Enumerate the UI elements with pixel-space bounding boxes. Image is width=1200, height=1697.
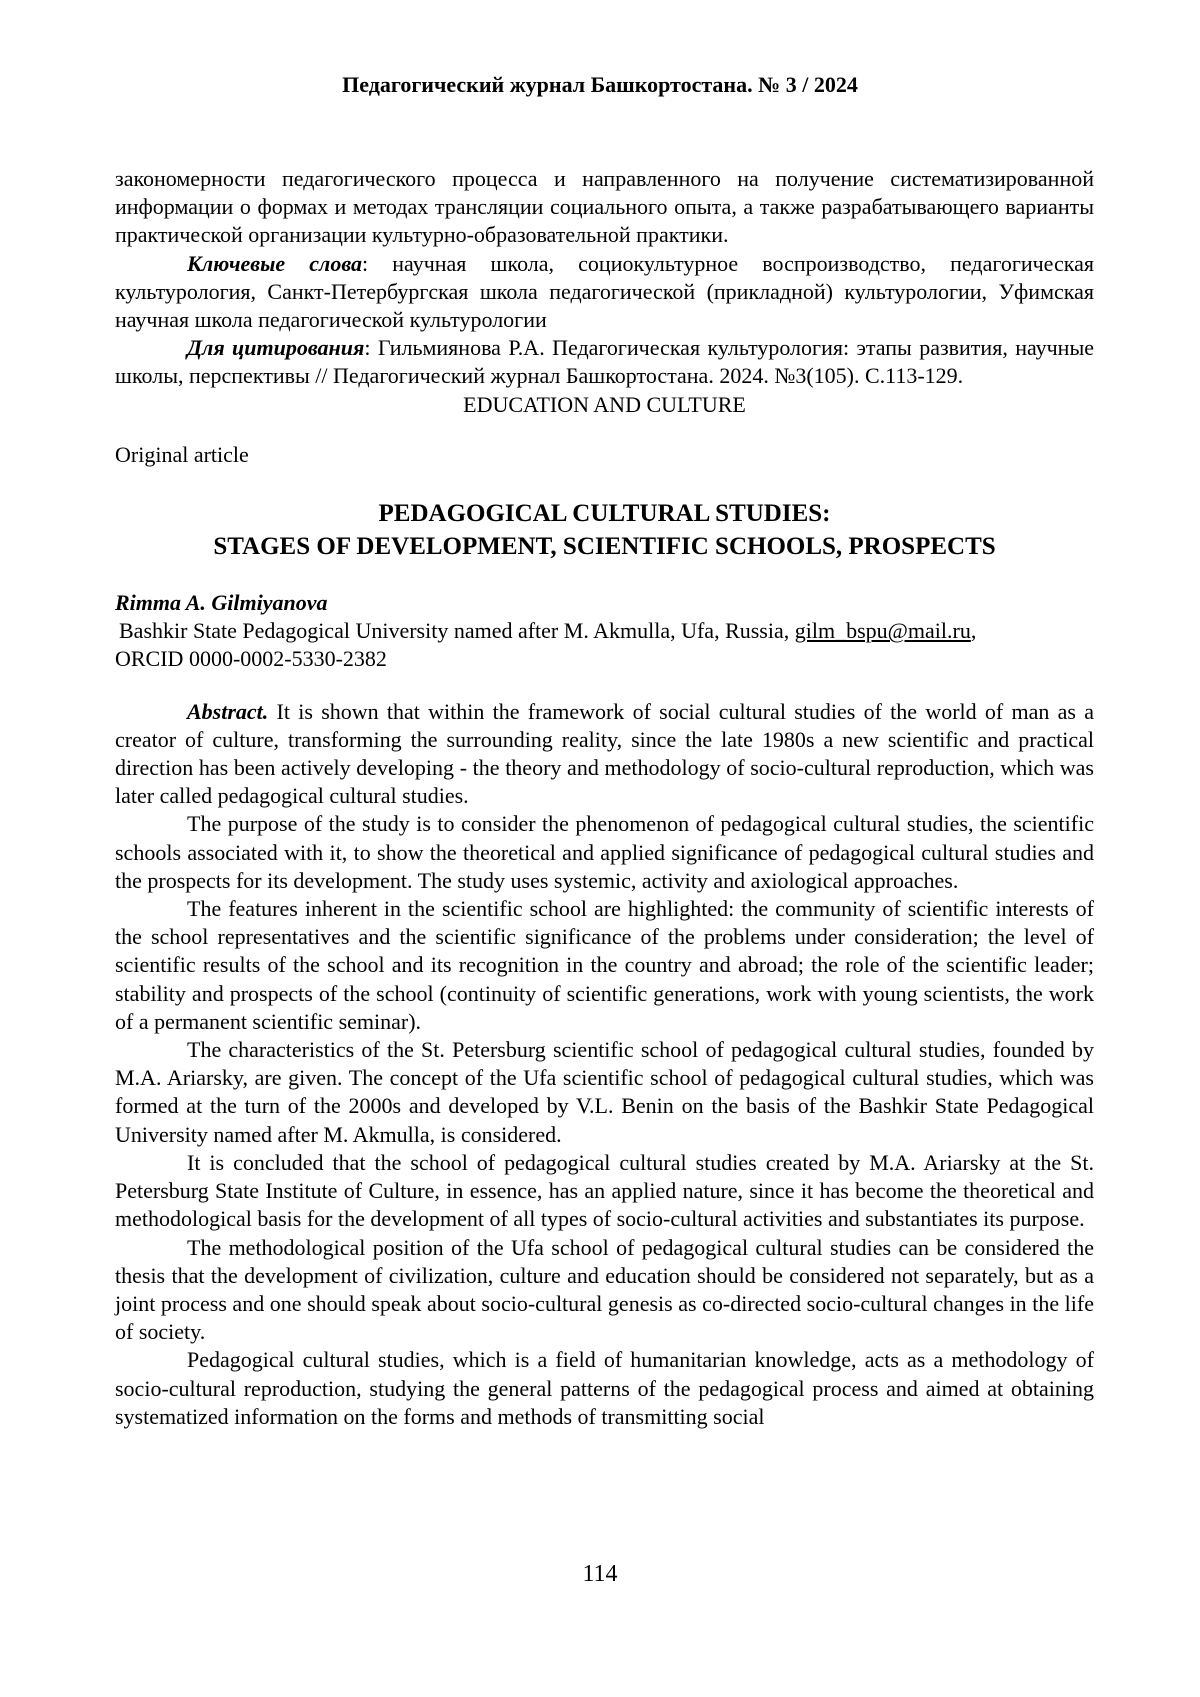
abstract-paragraph-2: The purpose of the study is to consider the phenomenon of pedagogical cultural studies, the scientific schools associated with it, to show the theoretical and applied significance of pedagogical cultural studies and the prospects for its development. The study uses systemic, activity and axiological approaches.: [115, 811, 1094, 893]
abstract-paragraph-4: The characteristics of the St. Petersburg scientific school of pedagogical cultural studies, founded by M.A. Ariarsky, are given. The concept of the Ufa scientific school of pedagogical cultural studies, which was formed at the turn of the 2000s and developed by V.L. Benin on the basis of the Bashkir State Pedagogical University named after M. Akmulla, is considered.: [115, 1037, 1094, 1147]
keywords-label: Ключевые слова: [187, 250, 363, 276]
journal-header: Педагогический журнал Башкортостана. № 3 / 2024: [342, 72, 858, 97]
citation-label: Для цитирования: [187, 335, 365, 361]
abstract-paragraph-6: The methodological position of the Ufa school of pedagogical cultural studies can be considered the thesis that the development of civilization, culture and education should be considered not separately, but as a joint process and one should speak about socio-cultural genesis as co-directed socio-cultural changes in the life of society.: [115, 1234, 1094, 1345]
page-body: [115, 165, 1094, 1431]
page-number: 114: [582, 1561, 618, 1587]
title-line-2: STAGES OF DEVELOPMENT, SCIENTIFIC SCHOOLS, PROSPECTS: [213, 533, 996, 561]
russian-abstract-continuation: закономерности педагогического процесса и направленного на получение систематизированной информации о формах и методах трансляции социального опыта, а также разрабатывающего варианты практической организации культурно-образовательной практики.: [115, 166, 1094, 248]
author-affiliation: [115, 617, 1094, 645]
abstract-paragraph-7: Pedagogical cultural studies, which is a field of humanitarian knowledge, acts as a methodology of socio-cultural reproduction, studying the general patterns of the pedagogical process and aimed at obtaining systematized information on the forms and methods of transmitting social: [115, 1347, 1094, 1429]
article-type: Original article: [115, 441, 249, 467]
title-line-1: PEDAGOGICAL CULTURAL STUDIES:: [378, 500, 831, 528]
citation-text: : Гильмиянова Р.А. Педагогическая культурология: этапы развития, научные школы, перспективы // Педагогический журнал Башкортостана. 2024. №3(105). С.113-129.: [115, 335, 1095, 389]
russian-citation: [115, 334, 1094, 390]
abstract-paragraph-3: The features inherent in the scientific school are highlighted: the community of scientific interests of the school representatives and the scientific significance of the problems under consideration; the level of scientific results of the school and its recognition in the country and abroad; the role of the scientific leader; stability and prospects of the school (continuity of scientific generations, work with young scientists, the work of a permanent scientific seminar).: [115, 896, 1094, 1034]
russian-keywords: [115, 250, 1094, 335]
abstract-label: Abstract.: [187, 698, 269, 724]
abstract-paragraph-5: It is concluded that the school of pedagogical cultural studies created by M.A. Ariarsky at the St. Petersburg State Institute of Culture, in essence, has an applied nature, since it has become the theoretical and methodological basis for the development of all types of socio-cultural activities and substantiates its purpose.: [115, 1149, 1094, 1232]
section-heading: EDUCATION AND CULTURE: [463, 391, 746, 417]
email-suffix: ,: [970, 618, 977, 644]
abstract-paragraph-1: [115, 698, 1094, 811]
author-name: Rimma A. Gilmiyanova: [115, 590, 328, 616]
abstract-p1-text: It is shown that within the framework of social cultural studies of the world of man as a creator of culture, transforming the surrounding reality, since the late 1980s a new scientific and practical direction has been actively developing - the theory and methodology of socio-cultural reproduction, which was later called pedagogical cultural studies.: [115, 698, 1094, 809]
author-orcid: ORCID 0000-0002-5330-2382: [115, 646, 387, 672]
author-email-link[interactable]: gilm_bspu@mail.ru: [794, 618, 971, 644]
keywords-text: : научная школа, социокультурное воспроизводство, педагогическая культурология, Санкт-Петербургская школа педагогической (прикладной) культурологии, Уфимская научная школа педагогической культурологии: [115, 250, 1095, 333]
affiliation-text: Bashkir State Pedagogical University named after M. Akmulla, Ufa, Russia,: [119, 618, 795, 644]
article-title: [115, 497, 1094, 563]
